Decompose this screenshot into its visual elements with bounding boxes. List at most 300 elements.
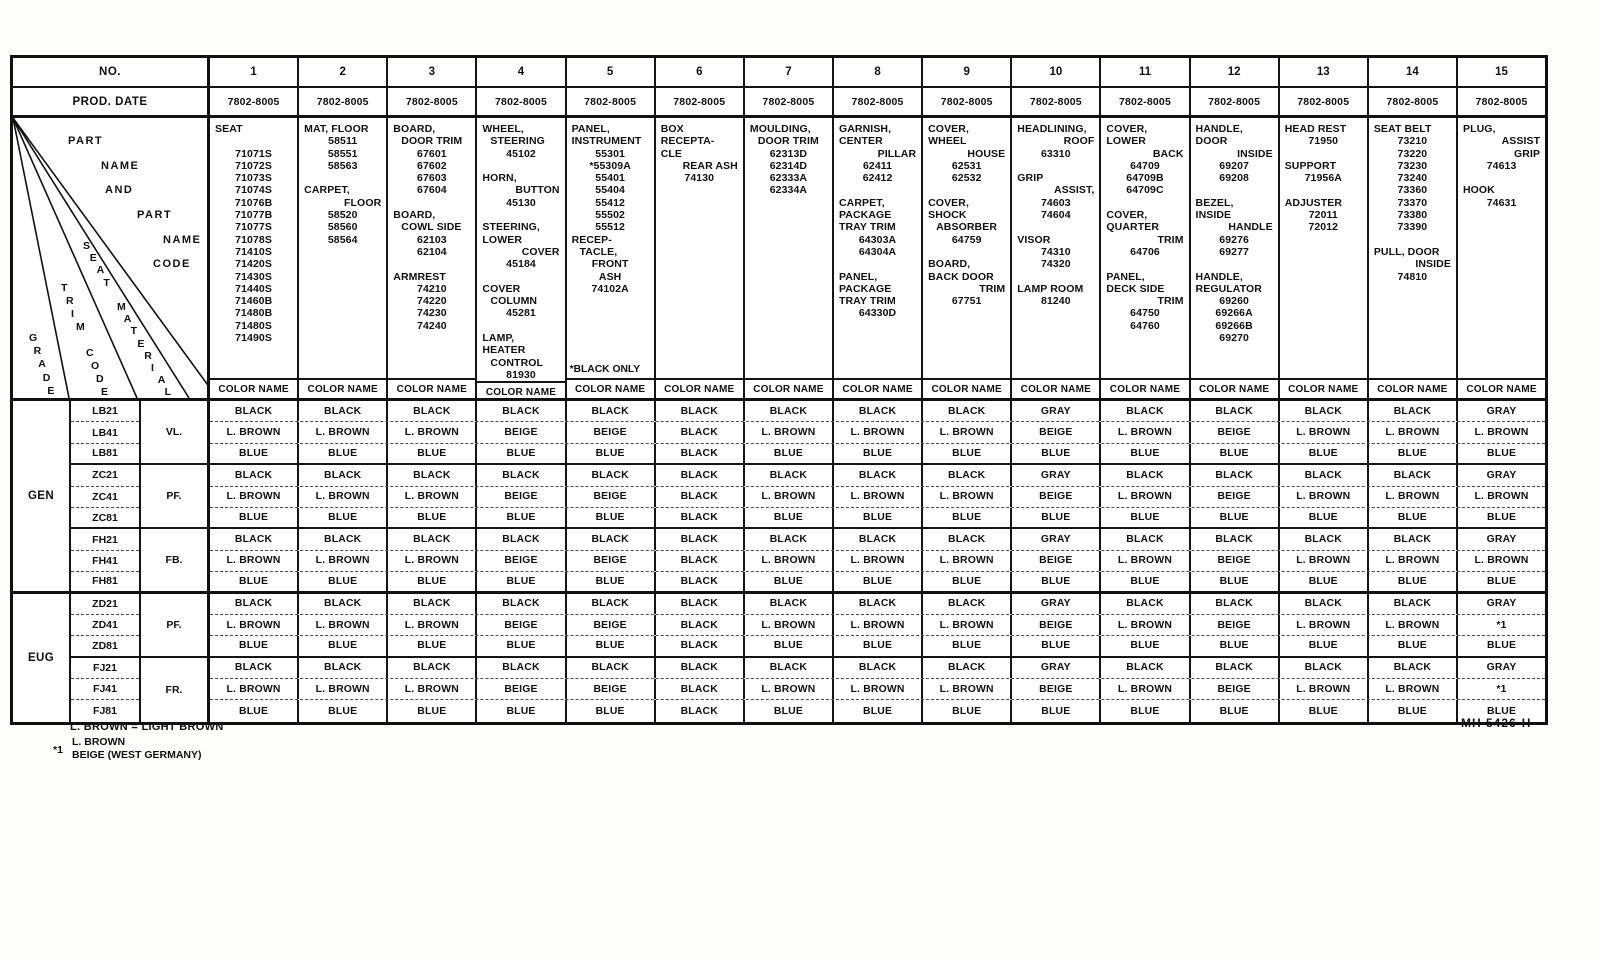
color-cell: BLUE [299,636,388,655]
color-cell: L. BROWN [210,422,299,442]
part-name-line: 64750 [1130,307,1160,320]
color-cell: L. BROWN [834,551,923,571]
color-cell: L. BROWN [745,615,834,635]
color-cell: BLUE [299,700,388,721]
color-cell: BLUE [1280,636,1369,655]
part-name-band [13,118,1545,401]
color-cell: BLUE [567,444,656,463]
color-cell: L. BROWN [1280,487,1369,507]
part-name-line: 71076B [234,196,273,209]
part-name-line: 71073S [235,172,272,185]
part-name-line: 71950 [1308,135,1339,148]
part-name-line: 74240 [417,319,447,332]
part-name-line: 62104 [417,245,447,258]
color-cell: BLACK [210,658,299,678]
part-name-column [745,118,834,398]
color-cell: BLUE [834,444,923,463]
color-cell: BLACK [1101,401,1190,421]
part-name-line: COVER, [1106,209,1148,222]
color-row [210,679,1545,700]
color-cell: L. BROWN [834,679,923,699]
prod-date-cell: 7802-8005 [745,88,834,115]
color-cell: BEIGE [567,679,656,699]
prod-date-header-cell: PROD. DATE [13,88,210,115]
color-row [210,401,1545,422]
part-name-line: TRIM [1157,233,1184,246]
part-name-line: CARPET, [304,184,350,197]
color-cell: BLUE [477,444,566,463]
color-cell: BLACK [1191,401,1280,421]
column-number-cell: 6 [656,58,745,86]
part-name-line: DOOR [1195,135,1228,148]
part-name-line: LOWER [1106,135,1146,148]
color-cell: BLUE [567,700,656,721]
trim-code-cell: LB21 [71,401,139,422]
part-name-line: CONTROL [490,356,544,369]
column-number-cell: 12 [1191,58,1280,86]
part-name-line: COVER, [928,196,969,209]
color-cell: BLACK [656,636,745,655]
color-cell: BEIGE [1191,615,1280,635]
color-cell: BLACK [299,529,388,549]
part-name-line: HORN, [482,172,517,185]
color-cell: BLACK [567,465,656,485]
color-name-header: COLOR NAME [923,378,1010,398]
part-name-gap [477,209,564,221]
diagonal-label-letter: T [103,276,110,289]
part-name-line: 73370 [1397,196,1428,209]
part-name-line: 64706 [1130,245,1160,258]
color-cell: BLACK [1191,594,1280,614]
color-row [210,615,1545,636]
part-name-line: REAR ASH [682,159,738,172]
seat-material-cell: PF. [141,594,207,658]
color-cell: BLACK [388,529,477,549]
color-cell: BLACK [656,700,745,721]
color-name-header: COLOR NAME [1191,378,1278,398]
color-cell: BLACK [1280,529,1369,549]
prod-date-cell: 7802-8005 [1369,88,1458,115]
part-name-text [1458,118,1545,378]
color-row [210,700,1545,721]
color-cell: BEIGE [1012,679,1101,699]
part-name-word: AND [105,184,134,196]
part-name-line: 73390 [1397,221,1428,234]
color-cell: BLACK [388,594,477,614]
part-name-word: PART [68,135,104,147]
color-cell: BEIGE [1191,551,1280,571]
part-name-line: HEADLINING, [1017,123,1087,135]
part-name-line: CLE [660,147,683,160]
footnote-star-label: *1 [53,744,63,756]
color-cell: BLUE [923,700,1012,721]
part-name-line: 67604 [417,184,447,197]
diagonal-label-letter: A [123,313,132,326]
color-cell: BLACK [923,465,1012,485]
part-name-line: 71077S [235,221,272,234]
prod-date-cell: 7802-8005 [210,88,299,115]
color-cell: GRAY [1012,529,1101,549]
color-row [210,444,1545,465]
color-cell: L. BROWN [210,551,299,571]
part-name-line: COVER [482,282,521,295]
part-name-line: COLUMN [490,295,538,308]
color-cell: L. BROWN [1474,555,1529,567]
part-name-line: 69266B [1215,319,1253,332]
color-row [210,465,1545,486]
part-name-line: ADJUSTER [1284,196,1343,209]
color-cell: L. BROWN [745,422,834,442]
color-cell: BLUE [745,700,834,721]
part-name-column [567,118,656,398]
color-cell: BLACK [834,658,923,678]
color-cell: L. BROWN [834,487,923,507]
color-cell: BEIGE [477,487,566,507]
color-cell: GRAY [1486,534,1517,546]
prod-date-cells [210,88,1545,115]
color-cell: BLACK [477,529,566,549]
color-cell: BLACK [477,401,566,421]
part-name-line: 45130 [506,196,536,209]
part-name-columns [210,118,1545,398]
color-name-header: COLOR NAME [388,378,475,398]
part-name-line: PANEL, [838,270,878,283]
color-cell: L. BROWN [299,551,388,571]
trim-code-cell: ZD21 [71,594,139,615]
diagonal-label-letter: E [47,384,55,397]
trim-code-cell: ZC21 [71,465,139,486]
part-name-line: 64709 [1130,159,1160,172]
part-name-column [1101,118,1190,398]
diagonal-label-letter: A [157,374,166,387]
part-name-line: 64709C [1126,184,1164,197]
color-row [210,508,1545,529]
color-row [210,487,1545,508]
trim-code-cell: ZC81 [71,508,139,529]
color-cell: BLACK [656,487,745,507]
part-name-line: 72011 [1308,209,1338,222]
color-cell: BLACK [477,465,566,485]
color-cell: BLUE [1191,572,1280,590]
part-name-line: HANDLE, [1195,123,1243,135]
diagonal-label-letter: D [42,371,51,384]
color-cell: BLACK [1280,465,1369,485]
color-cell: L. BROWN [923,422,1012,442]
diagonal-label-letter: O [91,360,100,372]
parts-color-table [10,55,1548,725]
prod-date-cell: 7802-8005 [1475,95,1528,108]
part-name-line: MAT, FLOOR [304,123,369,135]
part-name-line: 71430S [235,270,272,283]
color-cell: BLUE [1191,636,1280,655]
part-name-line: 45281 [506,307,536,320]
color-cell: *1 [1496,683,1507,695]
prod-date-cell: 7802-8005 [388,88,477,115]
grade-cell: GEN [13,401,69,594]
color-cell: L. BROWN [745,679,834,699]
trim-code-cell: FJ81 [93,705,117,718]
part-name-line: HEATER [482,344,526,357]
part-name-line: TRAY TRIM [838,221,896,234]
color-cell: BLUE [1369,508,1458,527]
part-name-line: 64303A [858,233,897,246]
trim-code-cell: FJ21 [71,658,139,679]
part-name-line: 62412 [862,172,893,185]
part-name-text [388,118,475,378]
color-name-header: COLOR NAME [567,378,654,398]
color-cell: BEIGE [567,422,656,442]
part-name-line: 73210 [1397,135,1428,148]
color-cell: BLACK [923,658,1012,678]
part-name-line: 71420S [235,258,272,271]
color-cell: BLUE [477,700,566,721]
part-name-line: RECEPTA- [660,135,715,148]
color-cell: GRAY [1486,469,1517,481]
diagonal-label-letter: E [101,386,109,398]
part-name-line: SUPPORT [1284,159,1337,172]
color-cell: BLACK [210,465,299,485]
color-cell: BLACK [656,679,745,699]
color-name-header: COLOR NAME [1280,378,1367,398]
part-name-gap [388,258,475,270]
part-name-line: 71490S [235,332,272,345]
part-name-gap [1458,172,1545,184]
part-name-gap [210,135,297,147]
color-cell: BLACK [210,529,299,549]
color-cell: BEIGE [1012,551,1101,571]
part-name-line: GRIP [1514,147,1541,160]
part-name-line: 71956A [1304,172,1342,185]
color-cell: BLUE [388,700,477,721]
color-cell: L. BROWN [1369,615,1458,635]
part-name-line: 45102 [506,147,536,160]
color-cell: BLUE [567,636,656,655]
footnote-lbrown-definition: L. BROWN = LIGHT BROWN [70,721,224,733]
part-name-line: LAMP, [482,332,515,345]
diagonal-label-letter: A [96,264,105,277]
color-row [210,422,1545,443]
part-name-column [1458,118,1545,398]
part-name-line: 67751 [951,295,982,308]
part-name-line: 73230 [1397,159,1428,172]
part-name-line: 71078S [235,233,272,246]
part-name-line: 67602 [417,159,447,172]
part-name-gap [1280,184,1367,196]
part-name-text [567,118,654,378]
color-cell: BLACK [745,401,834,421]
color-cell: BLUE [834,508,923,527]
part-name-line: 74810 [1397,270,1428,283]
color-cell: L. BROWN [923,487,1012,507]
part-name-line: 74603 [1040,196,1071,209]
color-cell: BLUE [210,700,299,721]
diagonal-label-letter: R [33,345,42,358]
color-cell: L. BROWN [1101,679,1190,699]
part-name-line: 74102A [591,282,629,295]
part-name-line: 69276 [1219,233,1249,246]
color-cell: L. BROWN [299,422,388,442]
part-name-line: HANDLE, [1195,270,1243,283]
part-name-line: SEAT [215,123,243,135]
part-name-line: REGULATOR [1195,282,1262,295]
part-name-column [1369,118,1458,398]
part-name-line: INSIDE [1237,147,1273,160]
color-cell: L. BROWN [923,551,1012,571]
part-name-line: MOULDING, [749,123,811,135]
seat-material-column [141,401,210,722]
part-name-line: ABSORBER [936,221,998,234]
color-cell: BLUE [1012,444,1101,463]
color-cell: L. BROWN [1280,615,1369,635]
color-cell: BLACK [567,529,656,549]
color-cell: BLUE [567,508,656,527]
color-name-header: COLOR NAME [1012,378,1099,398]
part-name-line: INSIDE [1415,258,1451,271]
color-cell: BLUE [1101,508,1190,527]
part-name-gap [1101,258,1188,270]
part-name-column [388,118,477,398]
color-cell: BEIGE [1191,679,1280,699]
no-header-cell: NO. [13,58,210,86]
part-name-line: 81240 [1040,295,1071,308]
part-name-line: ROOF [1063,135,1095,148]
color-cell: BLUE [1486,447,1517,459]
color-cell: BLACK [1369,401,1458,421]
part-name-line: COVER, [1106,123,1148,135]
part-name-line: ARMREST [393,270,446,283]
part-name-line: 69207 [1219,159,1249,172]
color-cell: BLACK [656,594,745,614]
color-cell: BLUE [1369,572,1458,590]
color-cell: BLUE [923,444,1012,463]
color-cell: L. BROWN [388,551,477,571]
part-name-line: 81930 [506,368,536,381]
part-name-text [299,118,386,378]
color-grid-body [13,401,1545,722]
color-cell: BLUE [1280,572,1369,590]
diagonal-label-letter: I [151,362,154,374]
column-number-cell: 2 [299,58,388,86]
part-name-line: 74230 [417,307,447,320]
column-number-cell: 14 [1369,58,1458,86]
column-number-cell: 15 [1495,66,1508,78]
color-cell: BEIGE [1012,487,1101,507]
part-name-line: 45184 [506,258,536,271]
color-cell: L. BROWN [1280,422,1369,442]
color-cell: BEIGE [477,679,566,699]
part-name-line: PANEL, [571,123,610,135]
color-cell: GRAY [1012,594,1101,614]
part-name-line: PLUG, [1462,123,1496,135]
part-name-line: 63310 [1040,147,1071,160]
part-name-line: 74220 [417,295,447,308]
prod-date-cell: 7802-8005 [299,88,388,115]
color-cell: BLACK [656,551,745,571]
part-name-line: 74310 [1040,245,1071,258]
diagonal-label-letter: M [117,301,126,313]
part-name-line: HOUSE [967,147,1006,160]
color-cell: L. BROWN [388,679,477,699]
color-cell: BLUE [210,444,299,463]
part-name-line: BACK [1152,147,1184,160]
diagonal-label-letter: R [66,295,74,307]
part-name-column [923,118,1012,398]
column-number-cell: 5 [567,58,656,86]
part-name-line: HEAD REST [1284,123,1347,135]
prod-date-cell: 7802-8005 [567,88,656,115]
part-name-gap [388,197,475,209]
part-name-gap [923,184,1010,196]
color-cell: BLUE [745,636,834,655]
part-name-line: INSIDE [1195,209,1232,222]
color-cell: BEIGE [567,487,656,507]
color-name-header: COLOR NAME [656,378,743,398]
part-name-line: 74130 [684,172,715,185]
color-cell: BLACK [1191,658,1280,678]
column-number-cell: 4 [477,58,566,86]
part-name-word: NAME [101,160,140,172]
part-name-line: 73220 [1397,147,1428,160]
part-name-line: PANEL, [1106,270,1145,283]
color-cell: GRAY [1012,465,1101,485]
part-name-text [1191,118,1278,378]
color-cell: L. BROWN [1369,679,1458,699]
trim-code-cell: FH41 [71,551,139,572]
part-name-line: FRONT [591,258,629,271]
part-name-line: BUTTON [515,184,560,197]
color-cell: L. BROWN [388,422,477,442]
part-name-line: PILLAR [877,147,917,160]
column-number-cell: 9 [923,58,1012,86]
part-name-line: 64759 [951,233,982,246]
part-name-column [299,118,388,398]
part-name-line: 55301 [595,147,625,160]
color-cell: BLACK [1369,529,1458,549]
color-name-header: COLOR NAME [210,378,297,398]
part-name-line: BOARD, [928,258,971,271]
part-name-line: 69277 [1219,245,1249,258]
color-cell: BLUE [1101,572,1190,590]
color-cell: BLUE [745,444,834,463]
prod-date-row [13,88,1545,118]
part-name-text [923,118,1010,378]
part-name-line: DECK SIDE [1106,282,1165,295]
part-name-gap [477,271,564,283]
color-cell: BLACK [210,594,299,614]
part-name-line: RECEP- [571,233,612,246]
part-name-line: 71480S [235,319,272,332]
color-cell: BLACK [567,401,656,421]
part-name-line: PULL, DOOR [1373,245,1440,258]
column-number-cell: 10 [1012,58,1101,86]
part-name-line: 69260 [1219,295,1249,308]
color-cell: BLACK [745,465,834,485]
part-name-line: 62531 [951,159,982,172]
color-cell: BLACK [1101,465,1190,485]
prod-date-cell: 7802-8005 [834,88,923,115]
color-cell: L. BROWN [210,679,299,699]
color-cell: BLUE [1101,636,1190,655]
part-name-line: 74613 [1486,159,1517,172]
part-name-gap [1101,197,1188,209]
color-cell: BLACK [567,658,656,678]
part-name-column [1191,118,1280,398]
color-cell: BLACK [388,658,477,678]
color-cell: GRAY [1012,658,1101,678]
color-cell: BLACK [1101,529,1190,549]
part-name-gap [299,172,386,184]
color-grid [210,401,1545,722]
